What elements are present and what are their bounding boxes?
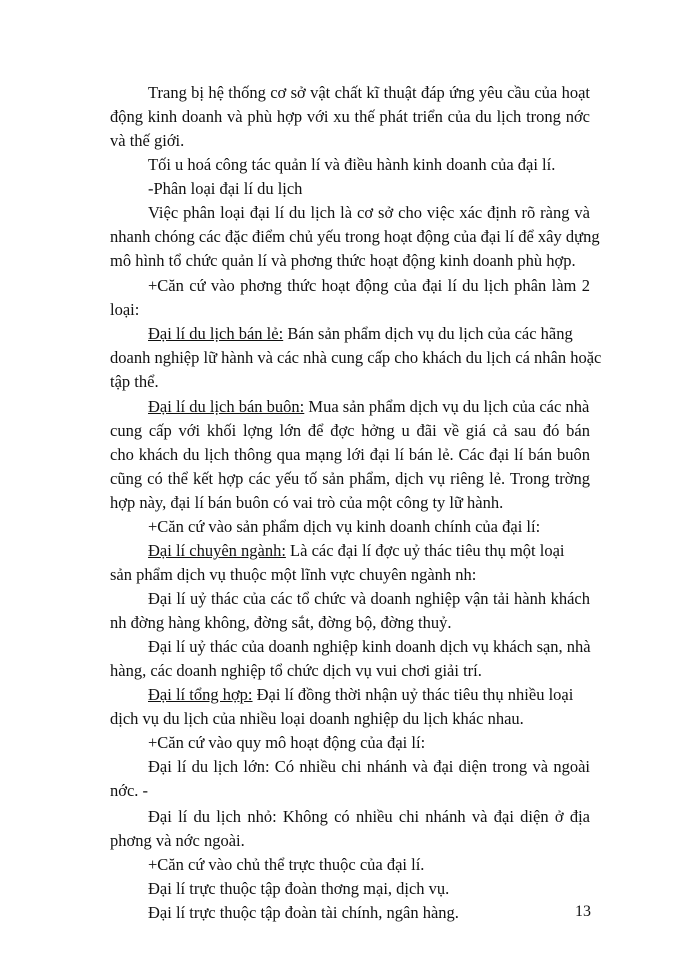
- paragraph-line: Trang bị hệ thống cơ sở vật chất kĩ thuật đáp ứng yêu cầu của hoạt: [148, 83, 590, 102]
- paragraph-line: Đại lí trực thuộc tập đoàn thơng mại, dịch vụ.: [148, 879, 450, 898]
- term-retail-agent: Đại lí du lịch bán lẻ:: [148, 324, 284, 343]
- paragraph-line: cho khách du lịch thông qua mạng lới đại lí bán lẻ. Các đại lí bán buôn: [110, 445, 590, 464]
- paragraph-line: nớc. -: [110, 781, 149, 800]
- term-wholesale-agent: Đại lí du lịch bán buôn:: [148, 397, 305, 416]
- paragraph-line: Đại lí uỷ thác của các tổ chức và doanh nghiệp vận tải hành khách: [148, 589, 590, 608]
- paragraph-line: sản phẩm dịch vụ thuộc một lĩnh vực chuyên ngành nh:: [110, 565, 477, 584]
- paragraph-line: Việc phân loại đại lí du lịch là cơ sở cho việc xác định rõ ràng và: [148, 203, 590, 222]
- paragraph-line: [148, 323, 573, 345]
- paragraph-line: hàng, các doanh nghiệp tổ chức dịch vụ vui chơi giải trí.: [110, 661, 482, 680]
- paragraph-text: Đại lí đồng thời nhận uỷ thác tiêu thụ nhiều loại: [256, 685, 574, 704]
- paragraph-line: dịch vụ du lịch của nhiều loại doanh nghiệp du lịch khác nhau.: [110, 709, 524, 728]
- paragraph-line: Đại lí trực thuộc tập đoàn tài chính, ngân hàng.: [148, 903, 459, 922]
- paragraph-line: cũng có thể kết hợp các yếu tố sản phẩm, dịch vụ riêng lẻ. Trong trờng: [110, 469, 590, 488]
- paragraph-line: loại:: [110, 300, 140, 319]
- paragraph-line: phơng và nớc ngoài.: [110, 831, 245, 850]
- paragraph-line: [148, 396, 589, 418]
- page-number: 13: [575, 903, 591, 920]
- paragraph-line: +Căn cứ vào sản phẩm dịch vụ kinh doanh chính của đại lí:: [148, 517, 541, 536]
- paragraph-line: +Căn cứ vào phơng thức hoạt động của đại lí du lịch phân làm 2: [148, 276, 590, 295]
- paragraph-line: và thế giới.: [110, 131, 185, 150]
- paragraph-line: Đại lí du lịch nhỏ: Không có nhiều chi nhánh và đại diện ở địa: [148, 807, 590, 826]
- paragraph-line: doanh nghiệp lữ hành và các nhà cung cấp cho khách du lịch cá nhân hoặc: [110, 348, 602, 367]
- paragraph-text: Là các đại lí đợc uỷ thác tiêu thụ một loại: [290, 541, 565, 560]
- paragraph-line: mô hình tổ chức quản lí và phơng thức hoạt động kinh doanh phù hợp.: [110, 251, 576, 270]
- paragraph-line: [148, 684, 573, 706]
- paragraph-line: +Căn cứ vào quy mô hoạt động của đại lí:: [148, 733, 426, 752]
- paragraph-line: cung cấp với khối lợng lớn để đợc hởng u đãi về giá cả sau đó bán: [110, 421, 590, 440]
- paragraph-line: +Căn cứ vào chủ thể trực thuộc của đại lí.: [148, 855, 425, 874]
- paragraph-line: Đại lí du lịch lớn: Có nhiều chi nhánh và đại diện trong và ngoài: [148, 757, 590, 776]
- section-heading: -Phân loại đại lí du lịch: [148, 179, 303, 198]
- term-general-agent: Đại lí tổng hợp:: [148, 685, 253, 704]
- paragraph-line: tập thể.: [110, 372, 159, 391]
- paragraph-line: Đại lí uỷ thác của doanh nghiệp kinh doanh dịch vụ khách sạn, nhà: [148, 637, 591, 656]
- paragraph-text: Mua sản phẩm dịch vụ du lịch của các nhà: [308, 397, 590, 416]
- paragraph-line: hợp này, đại lí bán buôn có vai trò của một công ty lữ hành.: [110, 493, 504, 512]
- paragraph-line: [148, 540, 565, 562]
- paragraph-text: Bán sản phẩm dịch vụ du lịch của các hãng: [287, 324, 573, 343]
- paragraph-line: nh đờng hàng không, đờng sắt, đờng bộ, đờng thuỷ.: [110, 613, 452, 632]
- paragraph-line: nhanh chóng các đặc điểm chủ yếu trong hoạt động của đại lí để xây dựng: [110, 227, 600, 246]
- paragraph-line: Tối u hoá công tác quản lí và điều hành kinh doanh của đại lí.: [148, 155, 556, 174]
- paragraph-line: động kinh doanh và phù hợp với xu thế phát triển của du lịch trong nớc: [110, 107, 590, 126]
- term-specialized-agent: Đại lí chuyên ngành:: [148, 541, 286, 560]
